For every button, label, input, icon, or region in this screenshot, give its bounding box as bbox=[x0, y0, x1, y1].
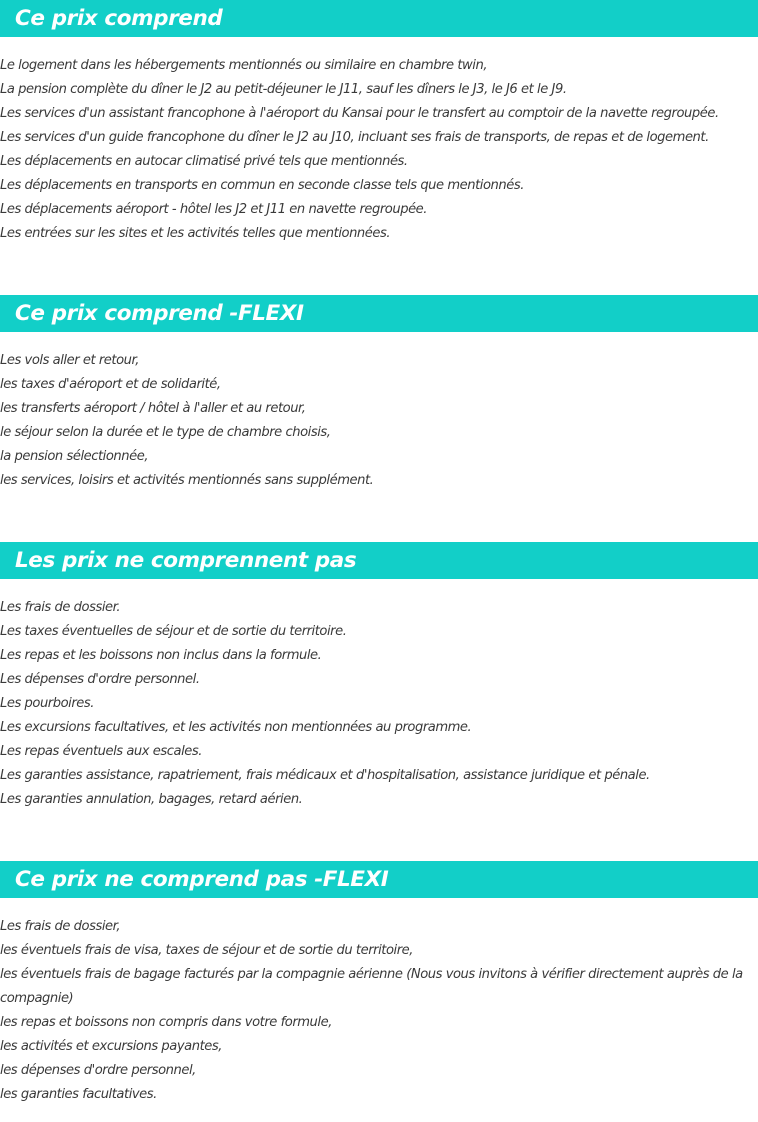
section-price-includes bbox=[0, 0, 758, 241]
list-item: les activités et excursions payantes, bbox=[0, 1039, 222, 1054]
list-item: la pension sélectionnée, bbox=[0, 449, 149, 464]
list-item: les transferts aéroport / hôtel à l'aller et au retour, bbox=[0, 401, 306, 416]
list-item: Les dépenses d'ordre personnel. bbox=[0, 672, 200, 687]
list-item: les dépenses d'ordre personnel, bbox=[0, 1063, 196, 1078]
list-item: Les frais de dossier, bbox=[0, 919, 121, 934]
list-item: Les déplacements aéroport - hôtel les J2 et J11 en navette regroupée. bbox=[0, 202, 427, 217]
list-item: Les garanties assistance, rapatriement, frais médicaux et d'hospitalisation, assistance juridique et pénale. bbox=[0, 768, 650, 783]
section-header: Ce prix ne comprend pas -FLEXI bbox=[0, 861, 758, 898]
list-item: Les services d'un guide francophone du dîner le J2 au J10, incluant ses frais de transports, de repas et de logement. bbox=[0, 130, 709, 145]
section-price-includes-flexi bbox=[0, 295, 758, 488]
list-item: Les taxes éventuelles de séjour et de sortie du territoire. bbox=[0, 624, 347, 639]
list-item: les garanties facultatives. bbox=[0, 1087, 157, 1102]
section-header: Ce prix comprend bbox=[0, 0, 758, 37]
list-item: Les entrées sur les sites et les activités telles que mentionnées. bbox=[0, 226, 391, 241]
section-price-excludes bbox=[0, 542, 758, 807]
list-item: Les repas et les boissons non inclus dans la formule. bbox=[0, 648, 322, 663]
list-item: Les pourboires. bbox=[0, 696, 94, 711]
list-item: Les repas éventuels aux escales. bbox=[0, 744, 202, 759]
list-item: les éventuels frais de visa, taxes de séjour et de sortie du territoire, bbox=[0, 943, 413, 958]
list-item: les taxes d'aéroport et de solidarité, bbox=[0, 377, 221, 392]
list-item: Les garanties annulation, bagages, retard aérien. bbox=[0, 792, 303, 807]
list-item: Les vols aller et retour, bbox=[0, 353, 139, 368]
item-list bbox=[0, 596, 758, 812]
list-item: les repas et boissons non compris dans votre formule, bbox=[0, 1015, 332, 1030]
list-item: Les services d'un assistant francophone à l'aéroport du Kansai pour le transfert au comptoir de la navette regroupée. bbox=[0, 106, 719, 121]
list-item: Les frais de dossier. bbox=[0, 600, 121, 615]
list-item: les services, loisirs et activités mentionnés sans supplément. bbox=[0, 473, 374, 488]
section-header: Les prix ne comprennent pas bbox=[0, 542, 758, 579]
list-item: les éventuels frais de bagage facturés par la compagnie aérienne (Nous vous invitons à vérifier directement auprès de la compagnie) bbox=[0, 967, 743, 1006]
item-list bbox=[0, 54, 758, 246]
item-list bbox=[0, 349, 758, 493]
list-item: Le logement dans les hébergements mentionnés ou similaire en chambre twin, bbox=[0, 58, 488, 73]
list-item: Les déplacements en autocar climatisé privé tels que mentionnés. bbox=[0, 154, 408, 169]
list-item: La pension complète du dîner le J2 au petit-déjeuner le J11, sauf les dîners le J3, le J6 et le J9. bbox=[0, 82, 567, 97]
section-header: Ce prix comprend -FLEXI bbox=[0, 295, 758, 332]
list-item: Les déplacements en transports en commun en seconde classe tels que mentionnés. bbox=[0, 178, 524, 193]
list-item: Les excursions facultatives, et les activités non mentionnées au programme. bbox=[0, 720, 472, 735]
list-item: le séjour selon la durée et le type de chambre choisis, bbox=[0, 425, 331, 440]
section-price-excludes-flexi bbox=[0, 861, 758, 1102]
item-list bbox=[0, 915, 758, 1107]
